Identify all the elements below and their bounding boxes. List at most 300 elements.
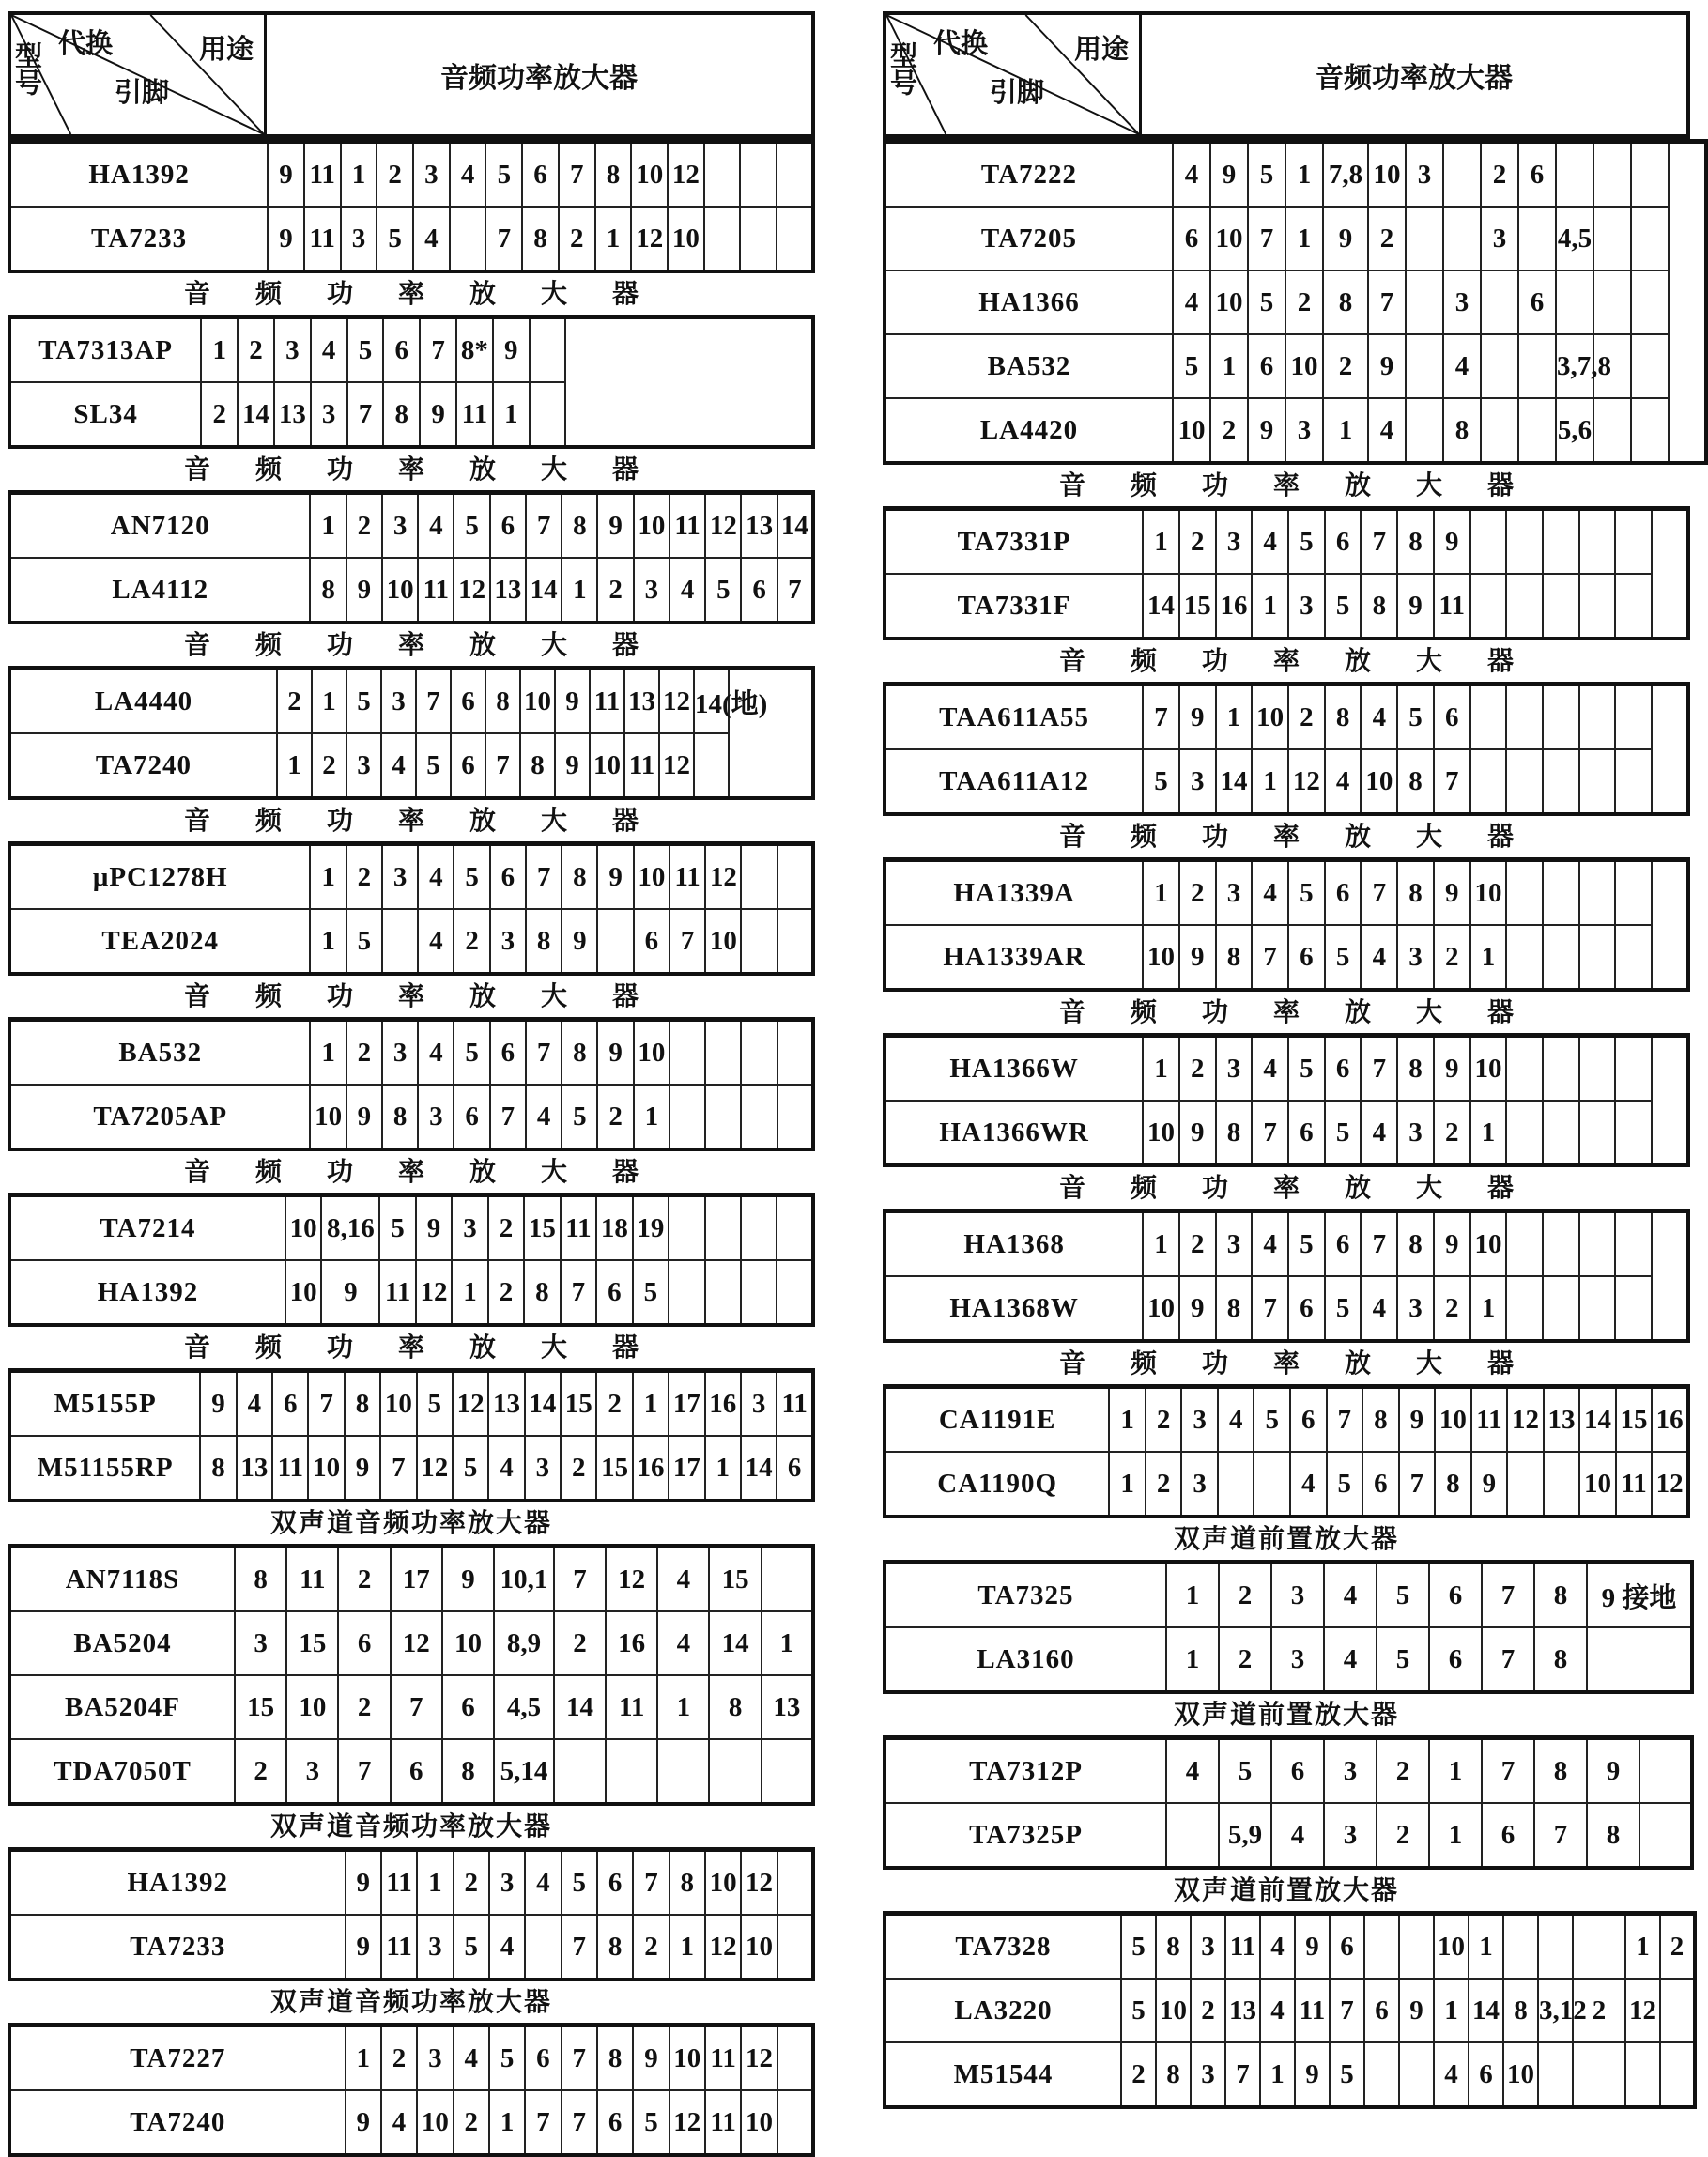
pin-cell: 4 — [450, 142, 486, 208]
pin-cell: 4 — [1271, 1803, 1324, 1868]
pin-cell: 5 — [453, 1436, 488, 1501]
pin-cell: 3 — [1406, 142, 1443, 208]
pin-cell: 10 — [308, 1436, 344, 1501]
pin-cell — [1615, 925, 1652, 990]
pin-cell: 9 — [268, 207, 304, 271]
pin-cell: 11 — [1471, 1387, 1508, 1453]
table-row — [885, 142, 1706, 208]
group-label: 音频功率放大器 — [1058, 996, 1559, 1027]
table-row — [885, 398, 1706, 463]
pin-cell: 5 — [346, 669, 381, 734]
model-cell: HA1339A — [885, 860, 1143, 926]
pin-cell: 13 — [1225, 1979, 1260, 2042]
group-label: 双声道前置放大器 — [1173, 1523, 1399, 1554]
pin-cell — [1518, 334, 1556, 398]
pin-cell: 6 — [1325, 509, 1362, 575]
pin-cell: 1 — [1216, 685, 1253, 750]
model-cell: TAA611A55 — [885, 685, 1143, 750]
pin-cell — [1543, 574, 1579, 639]
pin-cell: 10 — [520, 669, 555, 734]
table-row — [885, 270, 1706, 334]
pin-cell: 2 — [1323, 334, 1368, 398]
pin-cell — [1506, 925, 1543, 990]
pin-cell — [1507, 1452, 1544, 1517]
pin-cell: 10 — [1361, 749, 1397, 814]
pin-cell: 9 — [1399, 1979, 1434, 2042]
pin-table — [8, 1193, 815, 1327]
pin-cell — [1556, 270, 1593, 334]
pin-cell: 4 — [381, 733, 416, 798]
pin-cell — [1573, 1914, 1625, 1980]
pin-cell: 9 — [346, 558, 382, 623]
pin-cell: 5 — [562, 1085, 597, 1149]
pin-cell: 8 — [485, 669, 520, 734]
pin-cell: 7 — [1361, 1211, 1397, 1277]
pin-cell: 6 — [1518, 142, 1556, 208]
pin-cell: 8 — [1323, 270, 1368, 334]
pin-cell: 9 — [555, 669, 590, 734]
pin-cell: 12 — [416, 1260, 452, 1325]
model-cell: TA7214 — [9, 1195, 285, 1261]
pin-cell: 10 — [741, 2090, 777, 2155]
pin-cell: 2 — [1660, 1914, 1695, 1980]
pin-cell: 9 — [346, 1850, 381, 1916]
pin-cell: 9 — [200, 1371, 236, 1437]
table-row — [885, 574, 1688, 639]
model-cell: AN7118S — [9, 1547, 235, 1612]
pin-cell: 9 — [1295, 1914, 1330, 1980]
pin-cell: 5 — [1248, 142, 1285, 208]
pin-cell: 4 — [1173, 142, 1210, 208]
pin-cell: 10 — [1143, 1101, 1179, 1165]
pin-cell: 2 — [488, 1260, 524, 1325]
pin-cell: 1 — [1470, 925, 1507, 990]
pin-cell: 1 — [1166, 1563, 1219, 1628]
pin-cell: 1 — [1285, 207, 1323, 270]
pin-cell: 10 — [1434, 1914, 1469, 1980]
pin-table — [8, 1368, 815, 1502]
pin-cell: 2 — [1573, 1979, 1625, 2042]
pin-cell: 11 — [705, 2090, 741, 2155]
pin-cell: 14 — [1579, 1387, 1616, 1453]
pin-cell: 6 — [1330, 1914, 1364, 1980]
model-cell: TAA611A12 — [885, 749, 1143, 814]
pin-cell: 5 — [1397, 685, 1434, 750]
pin-cell — [1538, 2042, 1573, 2107]
pin-cell: 9 — [555, 733, 590, 798]
model-cell: TA7240 — [9, 2090, 346, 2155]
pin-cell: 8 — [524, 1260, 560, 1325]
pin-cell: 9 — [1179, 685, 1216, 750]
pin-cell: 2 — [1179, 860, 1216, 926]
pin-cell: 5 — [1325, 574, 1362, 639]
pin-cell: 2 — [1191, 1979, 1225, 2042]
model-cell: TDA7050T — [9, 1739, 235, 1804]
table-row — [9, 1850, 813, 1916]
pin-cell: 10 — [286, 1675, 338, 1739]
pin-cell: 7 — [485, 733, 520, 798]
model-cell: BA5204F — [9, 1675, 235, 1739]
pin-cell: 1 — [310, 909, 346, 974]
pin-cell — [777, 1020, 813, 1086]
pin-cell — [1660, 1979, 1695, 2042]
pin-table — [883, 682, 1690, 816]
pin-cell: 8 — [235, 1547, 286, 1612]
pin-cell: 9 接地 — [1587, 1563, 1692, 1628]
pin-cell — [777, 844, 813, 910]
pin-cell: 10 — [634, 493, 669, 559]
pin-cell: 5 — [705, 558, 741, 623]
pin-cell: 3 — [490, 909, 526, 974]
pin-cell — [1470, 685, 1507, 750]
pin-cell: 1 — [1429, 1803, 1482, 1868]
pin-cell: 3 — [1191, 1914, 1225, 1980]
pin-cell: 5 — [377, 207, 413, 271]
pin-cell: 9 — [346, 1085, 382, 1149]
model-cell: BA5204 — [9, 1611, 235, 1675]
pin-cell — [1470, 509, 1507, 575]
pin-cell: 2 — [1146, 1452, 1182, 1517]
pin-cell: 2 — [1481, 142, 1518, 208]
pin-cell: 12 — [705, 493, 741, 559]
pin-cell: 2 — [559, 207, 595, 271]
pin-cell: 5 — [454, 1020, 489, 1086]
pin-cell: 17 — [669, 1436, 704, 1501]
model-cell: M51155RP — [9, 1436, 200, 1501]
pin-cell — [741, 909, 777, 974]
pin-cell: 4 — [489, 1915, 525, 1980]
pin-cell: 1 — [417, 1850, 453, 1916]
pin-cell — [1631, 334, 1669, 398]
table-header — [8, 11, 815, 139]
table-row — [885, 1387, 1688, 1453]
pin-cell — [1481, 334, 1518, 398]
pin-cell: 5 — [1254, 1387, 1290, 1453]
pin-cell: 8 — [1216, 1101, 1253, 1165]
pin-cell: 5,9 — [1219, 1803, 1271, 1868]
pin-cell: 7 — [562, 2026, 597, 2091]
pin-cell — [669, 1020, 705, 1086]
pin-cell: 9 — [633, 2026, 669, 2091]
pin-cell: 12 — [391, 1611, 442, 1675]
pin-cell: 1 — [1210, 334, 1248, 398]
header-replace-label: 代换 — [58, 27, 114, 59]
pin-cell: 4 — [418, 1020, 454, 1086]
pin-cell: 11 — [777, 1371, 813, 1437]
pin-cell: 5 — [454, 844, 489, 910]
pin-cell: 2 — [1377, 1738, 1429, 1804]
pin-cell — [1639, 1738, 1692, 1804]
model-cell: AN7120 — [9, 493, 310, 559]
model-cell: HA1366W — [885, 1036, 1143, 1102]
pin-cell: 8 — [442, 1739, 494, 1804]
pin-cell: 4 — [1252, 509, 1288, 575]
pin-cell: 10 — [1435, 1387, 1471, 1453]
pin-cell: 6 — [1288, 925, 1325, 990]
pin-cell: 7 — [416, 669, 451, 734]
header-corner-cell — [11, 15, 267, 134]
table-row — [885, 1452, 1688, 1517]
pin-cell: 1 — [1434, 1979, 1469, 2042]
pin-cell: 2 — [377, 142, 413, 208]
table-row — [885, 2042, 1695, 2107]
pin-cell: 2 — [338, 1547, 390, 1612]
pin-cell: 7 — [1368, 270, 1406, 334]
pin-cell — [1579, 574, 1616, 639]
pin-table — [883, 1033, 1690, 1167]
pin-cell: 5 — [1325, 1101, 1362, 1165]
model-cell: LA4440 — [9, 669, 277, 734]
pin-cell: 6 — [597, 2090, 633, 2155]
pin-cell: 4 — [381, 2090, 417, 2155]
pin-cell: 9 — [442, 1547, 494, 1612]
pin-cell: 4 — [1218, 1387, 1254, 1453]
pin-cell: 8 — [383, 382, 420, 447]
pin-cell — [525, 1915, 561, 1980]
pin-cell: 7 — [669, 909, 705, 974]
pin-table — [8, 1544, 815, 1806]
pin-cell: 11 — [381, 1915, 417, 1980]
pin-cell: 8 — [1156, 2042, 1191, 2107]
pin-cell: 3 — [1288, 574, 1325, 639]
pin-cell: 11 — [590, 669, 624, 734]
pin-cell: 9 — [1434, 509, 1470, 575]
pin-cell: 11 — [456, 382, 493, 447]
table-header — [883, 11, 1690, 139]
pin-cell — [1631, 207, 1669, 270]
pin-cell: 3 — [381, 669, 416, 734]
pin-cell: 4 — [526, 1085, 562, 1149]
pin-cell: 7 — [1225, 2042, 1260, 2107]
model-cell: HA1392 — [9, 142, 268, 208]
header-purpose-label: 用途 — [199, 33, 254, 65]
pin-cell: 13 — [762, 1675, 813, 1739]
pin-cell: 11 — [379, 1260, 415, 1325]
pin-cell: 10 — [380, 1371, 416, 1437]
pin-cell: 10 — [1470, 1036, 1507, 1102]
pin-cell: 7 — [561, 1260, 596, 1325]
pin-cell: 10 — [1210, 207, 1248, 270]
pin-cell: 6 — [777, 1436, 813, 1501]
pin-cell: 2 — [597, 1085, 633, 1149]
header-pin-label: 引脚 — [990, 76, 1045, 108]
pin-cell — [1506, 685, 1543, 750]
model-cell: M5155P — [9, 1371, 200, 1437]
pin-cell: 2 — [1146, 1387, 1182, 1453]
table-row — [885, 749, 1688, 814]
pin-cell — [597, 909, 633, 974]
pin-cell: 3 — [489, 1850, 525, 1916]
pin-cell: 7 — [420, 317, 456, 383]
pin-cell: 2 — [238, 317, 274, 383]
pin-cell: 13 — [1544, 1387, 1580, 1453]
pin-cell: 1 — [1625, 1914, 1660, 1980]
pin-cell: 6 — [383, 317, 420, 383]
pin-cell — [1543, 685, 1579, 750]
model-cell: TEA2024 — [9, 909, 310, 974]
pin-table — [883, 1209, 1690, 1343]
pin-cell — [669, 1260, 704, 1325]
table-row — [9, 844, 813, 910]
pin-cell: 1 — [1252, 574, 1288, 639]
pin-cell: 9 — [1248, 398, 1285, 463]
pin-cell — [1615, 1101, 1652, 1165]
pin-cell: 6 — [490, 493, 526, 559]
pin-cell — [1481, 270, 1518, 334]
table-row — [9, 1547, 813, 1612]
pin-cell: 3 — [1191, 2042, 1225, 2107]
pin-cell: 1 — [310, 493, 346, 559]
pin-cell: 5,6 — [1556, 398, 1593, 463]
pin-cell — [606, 1739, 657, 1804]
table-row — [9, 669, 813, 734]
pin-cell: 6 — [1288, 1101, 1325, 1165]
pin-cell — [777, 2026, 813, 2091]
pin-cell: 8 — [1534, 1627, 1587, 1692]
pin-cell: 6 — [1469, 2042, 1503, 2107]
pin-cell: 7 — [1330, 1979, 1364, 2042]
pin-cell: 15 — [524, 1195, 560, 1261]
pin-cell — [669, 1085, 705, 1149]
model-cell: TA7328 — [885, 1914, 1121, 1980]
pin-cell: 10 — [285, 1195, 321, 1261]
table-row — [9, 1020, 813, 1086]
pin-cell — [777, 1260, 813, 1325]
pin-cell: 7 — [1361, 860, 1397, 926]
model-cell: TA7205 — [885, 207, 1173, 270]
pin-cell — [1506, 574, 1543, 639]
pin-cell: 11 — [381, 1850, 417, 1916]
pin-cell: 7 — [526, 1020, 562, 1086]
pin-cell: 10 — [668, 207, 704, 271]
pin-cell: 1 — [452, 1260, 487, 1325]
table-row — [9, 909, 813, 974]
pin-cell: 10 — [1368, 142, 1406, 208]
pin-cell — [1631, 398, 1669, 463]
pin-cell: 11 — [1225, 1914, 1260, 1980]
pin-cell: 14 — [1143, 574, 1179, 639]
pin-cell: 12 — [1288, 749, 1325, 814]
pin-cell: 10 — [417, 2090, 453, 2155]
pin-cell: 8,9 — [494, 1611, 554, 1675]
pin-cell: 4 — [1368, 398, 1406, 463]
pin-cell: 7 — [554, 1547, 606, 1612]
pin-cell: 10,1 — [494, 1547, 554, 1612]
pin-cell: 10 — [1143, 925, 1179, 990]
pin-cell: 8* — [456, 317, 493, 383]
pin-cell: 3 — [741, 1371, 777, 1437]
pin-cell: 1 — [1143, 1036, 1179, 1102]
table-row — [885, 1738, 1692, 1804]
pin-cell: 7 — [380, 1436, 416, 1501]
header-replace-label: 代换 — [933, 27, 989, 59]
pin-cell: 8 — [200, 1436, 236, 1501]
pin-cell: 5 — [1219, 1738, 1271, 1804]
pin-cell: 1 — [1109, 1452, 1146, 1517]
pin-cell: 7 — [490, 1085, 526, 1149]
pin-cell: 8 — [1443, 398, 1481, 463]
pin-cell: 8,16 — [321, 1195, 379, 1261]
pin-cell: 7 — [1248, 207, 1285, 270]
pin-cell: 9 — [268, 142, 304, 208]
pin-cell: 6 — [451, 733, 485, 798]
model-cell: HA1392 — [9, 1850, 346, 1916]
pin-cell: 5 — [489, 2026, 525, 2091]
pin-cell: 1 — [1143, 860, 1179, 926]
pin-cell: 3 — [1216, 509, 1253, 575]
model-cell: TA7313AP — [9, 317, 201, 383]
pin-cell: 1 — [341, 142, 377, 208]
pin-cell: 6 — [596, 1260, 632, 1325]
pin-cell: 1 — [312, 669, 346, 734]
model-cell: HA1368W — [885, 1276, 1143, 1341]
pin-cell — [1364, 1914, 1399, 1980]
pin-cell: 7 — [559, 142, 595, 208]
group-label: 音频功率放大器 — [183, 980, 684, 1011]
pin-cell — [1470, 574, 1507, 639]
pin-cell: 11 — [418, 558, 454, 623]
pin-cell: 13 — [624, 669, 659, 734]
pin-cell: 10 — [590, 733, 624, 798]
pin-cell — [709, 1739, 761, 1804]
pin-table — [883, 139, 1708, 465]
pin-cell: 7 — [526, 493, 562, 559]
pin-cell — [1556, 142, 1593, 208]
pin-cell: 16 — [1652, 1387, 1688, 1453]
pin-cell — [740, 207, 777, 271]
pin-cell — [741, 844, 777, 910]
group-label: 双声道音频功率放大器 — [269, 1986, 552, 2017]
pin-cell: 1 — [1429, 1738, 1482, 1804]
pin-cell: 8 — [1361, 574, 1397, 639]
pin-table — [8, 2023, 815, 2157]
pin-cell: 2 — [235, 1739, 286, 1804]
pin-cell: 12 — [705, 844, 741, 910]
group-label: 双声道音频功率放大器 — [269, 1507, 552, 1538]
group-label: 双声道前置放大器 — [1173, 1699, 1399, 1730]
pin-cell — [1579, 1211, 1616, 1277]
pin-cell: 2 — [488, 1195, 524, 1261]
pin-cell — [1506, 1211, 1543, 1277]
pin-cell: 12 — [453, 1371, 488, 1437]
pin-cell: 5 — [416, 733, 451, 798]
pin-cell: 13 — [488, 1371, 524, 1437]
pin-cell: 1 — [633, 1371, 669, 1437]
pin-cell: 8 — [562, 1020, 597, 1086]
pin-cell: 11 — [1434, 574, 1470, 639]
pin-cell — [1543, 1211, 1579, 1277]
group-label: 音频功率放大器 — [183, 629, 684, 660]
pin-cell: 7 — [1143, 685, 1179, 750]
table-row — [9, 733, 813, 798]
model-cell: TA7222 — [885, 142, 1173, 208]
pin-cell — [1579, 1276, 1616, 1341]
pin-cell: 8 — [310, 558, 346, 623]
pin-cell — [1506, 1276, 1543, 1341]
pin-cell — [1506, 1101, 1543, 1165]
pin-cell: 9 — [345, 1436, 380, 1501]
pin-cell: 3 — [1397, 925, 1434, 990]
pin-cell: 1 — [1323, 398, 1368, 463]
pin-cell: 7 — [347, 382, 384, 447]
pin-cell — [1593, 398, 1631, 463]
pin-cell — [777, 1850, 813, 1916]
model-cell: TA7331F — [885, 574, 1143, 639]
pin-cell: 1 — [595, 207, 632, 271]
pin-cell: 5 — [1288, 1036, 1325, 1102]
pin-cell: 15 — [286, 1611, 338, 1675]
pin-cell: 2 — [1179, 1036, 1216, 1102]
